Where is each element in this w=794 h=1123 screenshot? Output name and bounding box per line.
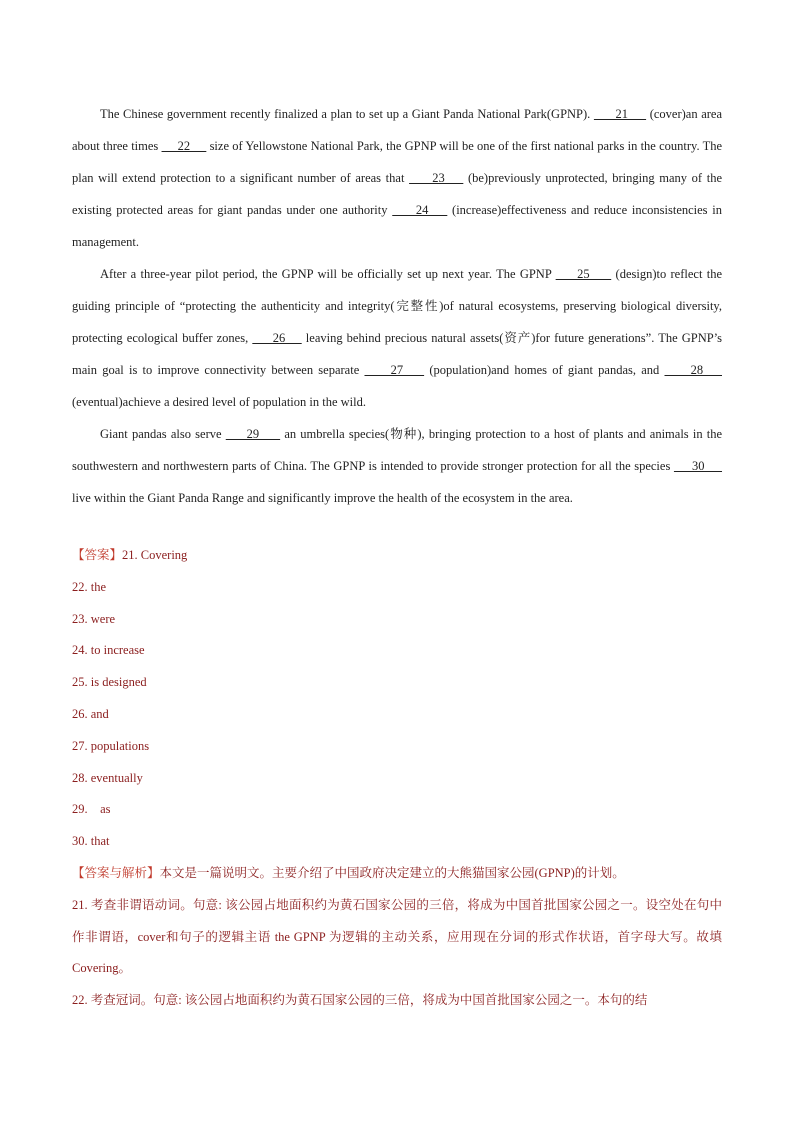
blank-28: 28 <box>664 363 722 377</box>
answer-item: 23. were <box>72 611 116 626</box>
paragraph-3 <box>72 418 722 514</box>
passage-text: The Chinese government recently finalized a plan to set up a Giant Panda National Park(GPNP). <box>100 107 591 121</box>
blank-25: 25 <box>555 267 612 281</box>
blank-21: 21 <box>593 107 647 121</box>
answer-item: 29. as <box>72 802 111 817</box>
answer-key <box>72 540 722 858</box>
answer-row <box>72 540 722 572</box>
answer-analysis <box>72 858 722 1017</box>
answer-item: 30. that <box>72 834 110 849</box>
paragraph-1 <box>72 98 722 258</box>
analysis-item-21: 21. 考查非谓语动词。句意: 该公园占地面积约为黄石国家公园的三倍，将成为中国首批国家公园之一。设空处在句中作非谓语，cover和句子的逻辑主语 the GPNP 为逻辑的主动关系，应用现在分词的形式作状语，首字母大写。故填 Covering。 <box>72 897 722 976</box>
passage-text: size of Yellowstone National Park, the GPNP will be one of the first national parks in the country. The plan will extend protection to a significant number of areas that <box>72 139 723 185</box>
analysis-intro <box>72 858 722 890</box>
blank-29: 29 <box>225 427 281 441</box>
reading-passage <box>72 98 722 514</box>
answer-tag: 【答案】 <box>72 548 123 562</box>
analysis-tag: 【答案与解析】 <box>72 866 160 880</box>
passage-text: (cover)an area about three times <box>72 107 722 153</box>
answer-item: 24. to increase <box>72 643 145 658</box>
answer-item: 27. populations <box>72 738 150 753</box>
blank-26: 26 <box>252 331 302 345</box>
answer-item: 22. the <box>72 579 107 594</box>
answer-item: 25. is designed <box>72 675 147 690</box>
analysis-item-22: 22. 考查冠词。句意: 该公园占地面积约为黄石国家公园的三倍，将成为中国首批国家公园之一。本句的结 <box>72 993 648 1008</box>
blank-22: 22 <box>161 139 207 153</box>
blank-27: 27 <box>364 363 425 377</box>
passage-text: live within the Giant Panda Range and significantly improve the health of the ecosystem in the area. <box>72 491 573 505</box>
blank-24: 24 <box>392 203 448 217</box>
answer-item: 26. and <box>72 706 109 721</box>
blank-23: 23 <box>409 171 464 185</box>
passage-text: Giant pandas also serve <box>100 427 222 441</box>
analysis-intro-text: 本文是一篇说明文。主要介绍了中国政府决定建立的大熊猫国家公园(GPNP)的计划。 <box>159 866 625 880</box>
answer-item: 28. eventually <box>72 770 143 785</box>
passage-text: After a three-year pilot period, the GPNP will be officially set up next year. The GPNP <box>100 267 552 281</box>
passage-text: (be)previously unprotected, bringing many of the existing protected areas for giant pandas under one authority <box>72 171 723 217</box>
passage-text: (population)and homes of giant pandas, and <box>429 363 660 377</box>
passage-text: (design)to reflect the guiding principle of “protecting the authenticity and integrity(完整性)of natural ecosystems, preserving biological diversity, protecting ecological buffer zones, <box>72 267 723 345</box>
answer-item: 21. Covering <box>122 548 188 562</box>
passage-text: (eventual)achieve a desired level of population in the wild. <box>72 395 366 409</box>
passage-text: an umbrella species(物种), bringing protection to a host of plants and animals in the southwestern and northwestern parts of China. The GPNP is intended to provide stronger protection for all the species <box>72 427 723 473</box>
passage-text: (increase)effectiveness and reduce inconsistencies in management. <box>72 203 723 249</box>
blank-30: 30 <box>673 459 723 473</box>
passage-text: leaving behind precious natural assets(资产)for future generations”. The GPNP’s main goal is to improve connectivity between separate <box>72 331 723 377</box>
paragraph-2 <box>72 258 722 418</box>
